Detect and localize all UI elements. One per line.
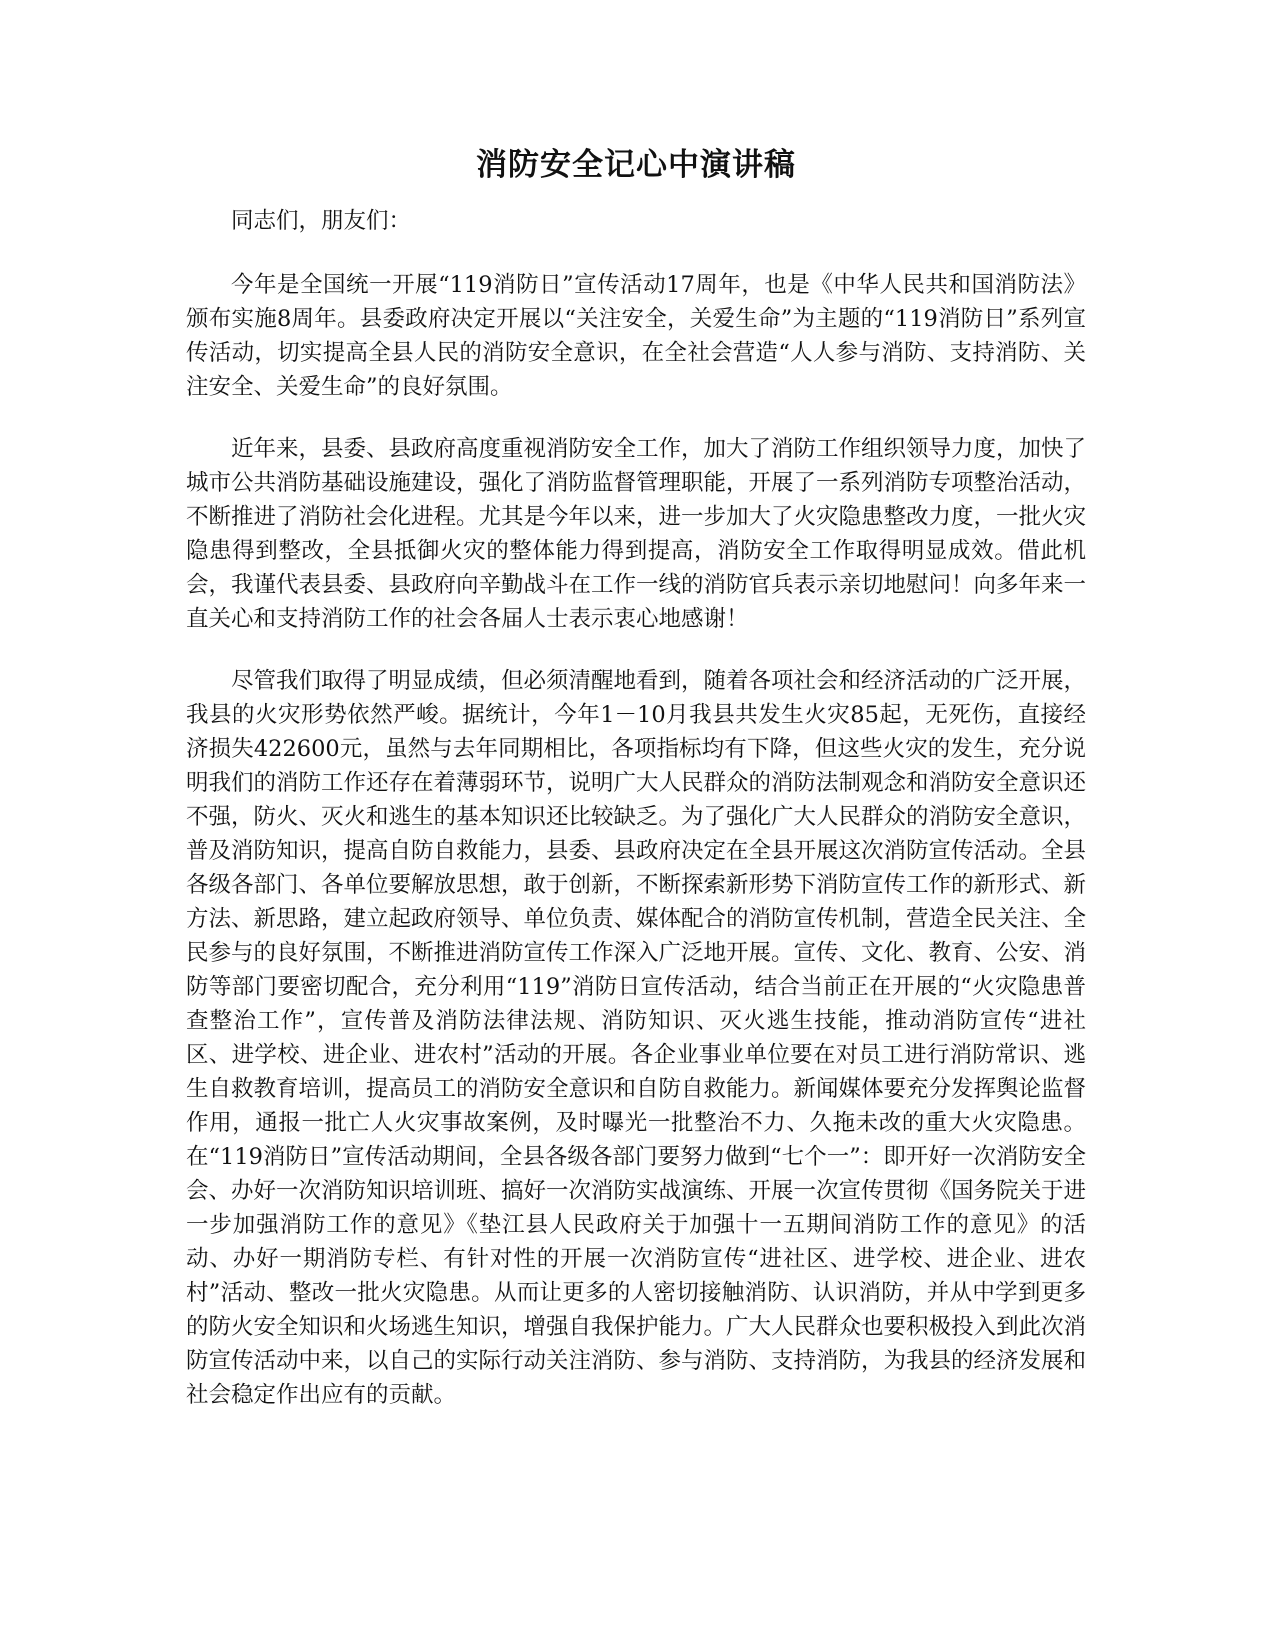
paragraph-2: 近年来，县委、县政府高度重视消防安全工作，加大了消防工作组织领导力度，加快了城市公共消防基础设施建设，强化了消防监督管理职能，开展了一系列消防专项整治活动，不断推进了消防社会化进程。尤其是今年以来，进一步加大了火灾隐患整改力度，一批火灾隐患得到整改，全县抵御火灾的整体能力得到提高，消防安全工作取得明显成效。借此机会，我谨代表县委、县政府向辛勤战斗在工作一线的消防官兵表示亲切地慰问！向多年来一直关心和支持消防工作的社会各届人士表示衷心地感谢！ (186, 436, 1087, 632)
document-page (186, 140, 1086, 1440)
paragraph-1: 今年是全国统一开展“119消防日”宣传活动17周年，也是《中华人民共和国消防法》颁布实施8周年。县委政府决定开展以“关注安全，关爱生命”为主题的“119消防日”系列宣传活动，切实提高全县人民的消防安全意识，在全社会营造“人人参与消防、支持消防、关注安全、关爱生命”的良好氛围。 (186, 272, 1086, 400)
greeting: 同志们，朋友们： (231, 208, 412, 234)
document-title: 消防安全记心中演讲稿 (476, 147, 796, 183)
paragraph-3: 尽管我们取得了明显成绩，但必须清醒地看到，随着各项社会和经济活动的广泛开展，我县的火灾形势依然严峻。据统计，今年1－10月我县共发生火灾85起，无死伤，直接经济损失422600元，虽然与去年同期相比，各项指标均有下降，但这些火灾的发生，充分说明我们的消防工作还存在着薄弱环节，说明广大人民群众的消防法制观念和消防安全意识还不强，防火、灭火和逃生的基本知识还比较缺乏。为了强化广大人民群众的消防安全意识，普及消防知识，提高自防自救能力，县委、县政府决定在全县开展这次消防宣传活动。全县各级各部门、各单位要解放思想，敢于创新，不断探索新形势下消防宣传工作的新形式、新方法、新思路，建立起政府领导、单位负责、媒体配合的消防宣传机制，营造全民关注、全民参与的良好氛围，不断推进消防宣传工作深入广泛地开展。宣传、文化、教育、公安、消防等部门要密切配合，充分利用“119”消防日宣传活动，结合当前正在开展的“火灾隐患普查整治工作”，宣传普及消防法律法规、消防知识、灭火逃生技能，推动消防宣传“进社区、进学校、进企业、进农村”活动的开展。各企业事业单位要在对员工进行消防常识、逃生自救教育培训，提高员工的消防安全意识和自防自救能力。新闻媒体要充分发挥舆论监督作用，通报一批亡人火灾事故案例，及时曝光一批整治不力、久拖未改的重大火灾隐患。在“119消防日”宣传活动期间，全县各级各部门要努力做到“七个一”：即开好一次消防安全会、办好一次消防知识培训班、搞好一次消防实战演练、开展一次宣传贯彻《国务院关于进一步加强消防工作的意见》《垫江县人民政府关于加强十一五期间消防工作的意见》的活动、办好一期消防专栏、有针对性的开展一次消防宣传“进社区、进学校、进企业、进农村”活动、整改一批火灾隐患。从而让更多的人密切接触消防、认识消防，并从中学到更多的防火安全知识和火场逃生知识，增强自我保护能力。广大人民群众也要积极投入到此次消防宣传活动中来，以自己的实际行动关注消防、参与消防、支持消防，为我县的经济发展和社会稳定作出应有的贡献。 (186, 668, 1087, 1408)
